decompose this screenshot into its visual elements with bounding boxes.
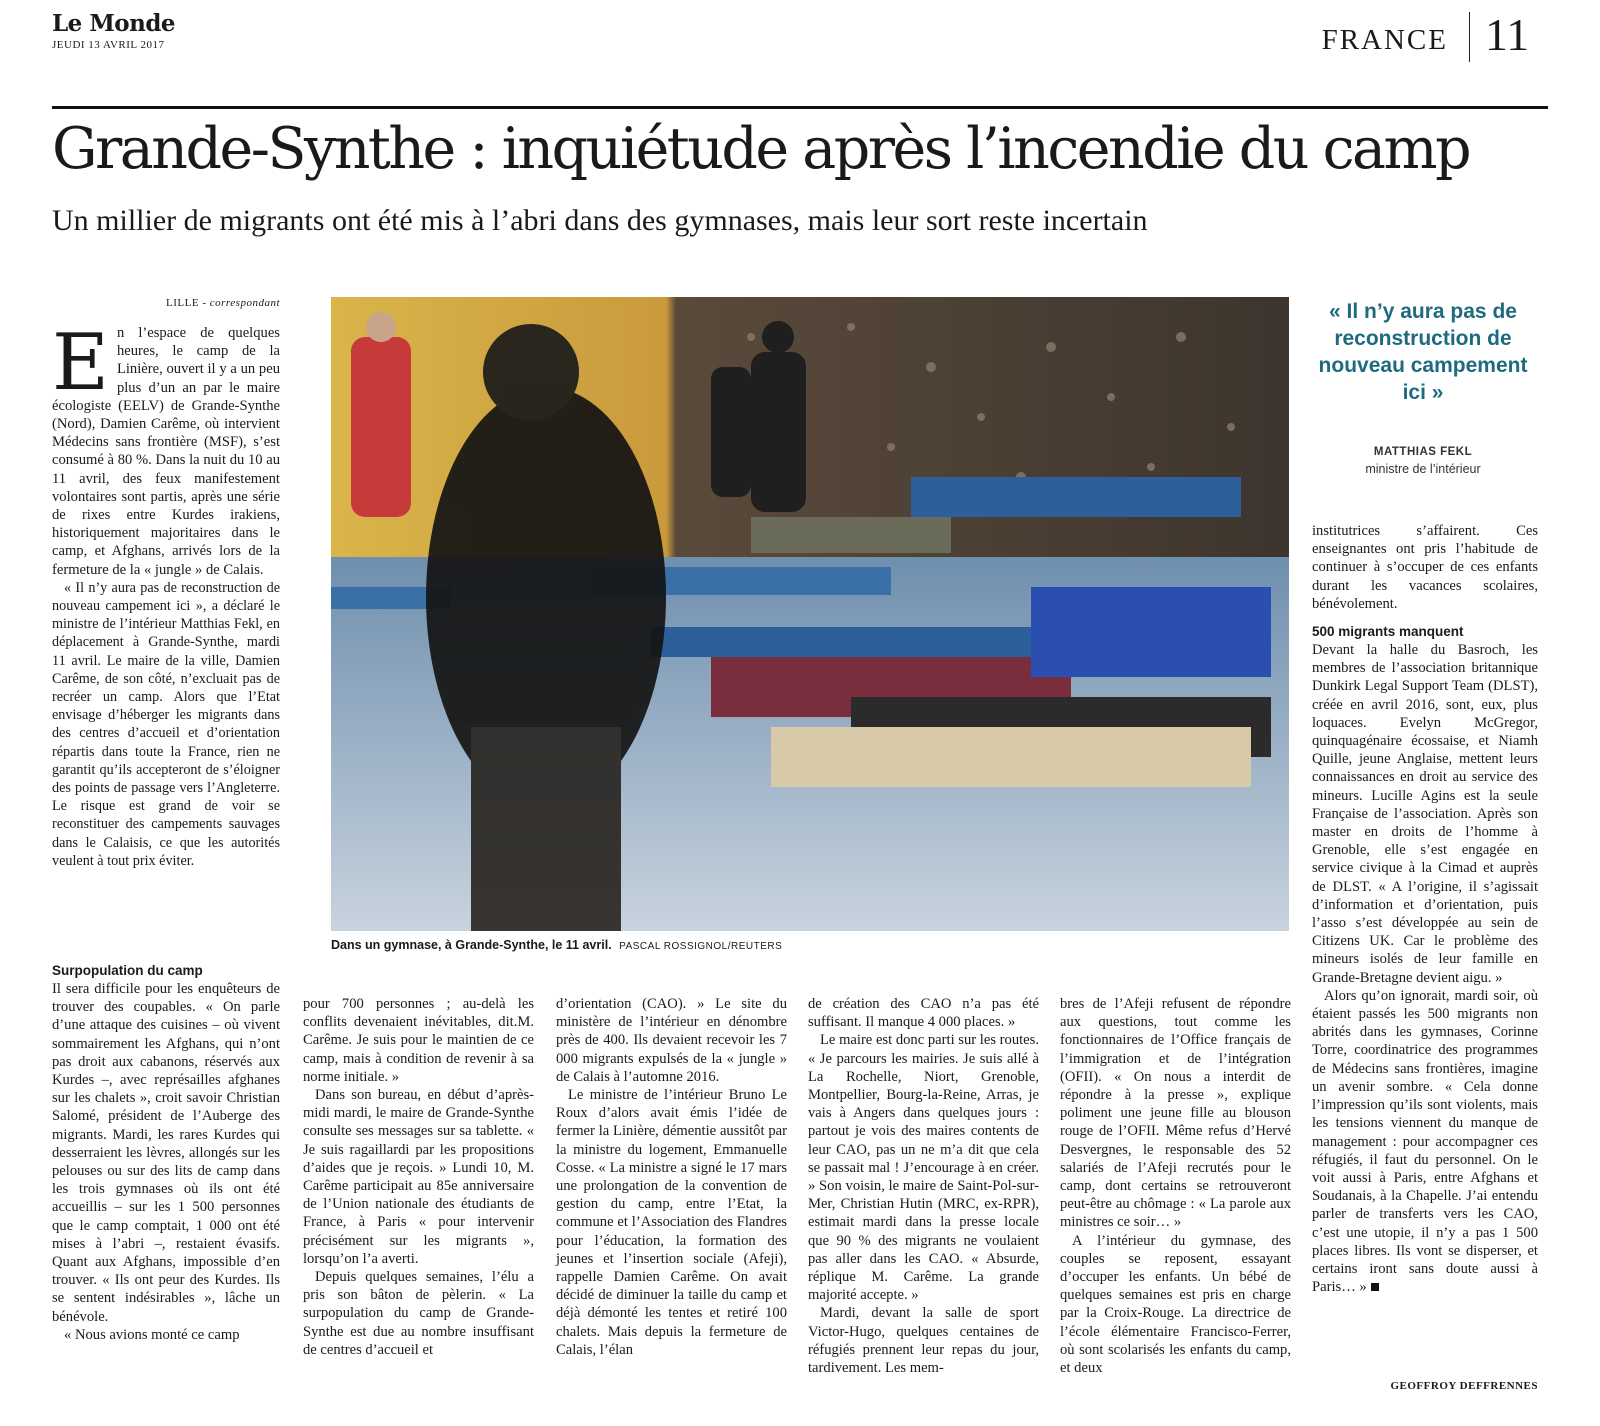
issue-date: JEUDI 13 AVRIL 2017 bbox=[52, 39, 165, 51]
section-name: FRANCE bbox=[1321, 24, 1448, 56]
column-3 bbox=[556, 995, 787, 1359]
newspaper-logo: Le Monde bbox=[52, 10, 176, 37]
headline: Grande-Synthe : inquiétude après l’incendie du camp bbox=[52, 116, 1470, 182]
paragraph: Le maire est donc parti sur les routes. « Je parcours les mairies. Je suis allé à La Rochelle, Niort, Grenoble, Montpellier, Bourg-la-Reine, Arras, je vais à Angers dans quelques jours : partout je vois des maires contents de leur CAO, pas un ne m’a dit que cela se passait mal ! J’encourage à en créer. » Son voisin, le maire de Saint-Pol-sur-Mer, Christian Hutin (MRC, ex-RPR), estimait mardi dans la presse locale que 90 % des migrants ne voulaient pas aller dans les CAO. « Absurde, réplique M. Carême. La grande majorité accepte. » bbox=[808, 1032, 1039, 1304]
paragraph: Dans son bureau, en début d’après-midi mardi, le maire de Grande-Synthe consulte ses messages sur sa tablette. « Je suis ragaillardi par les propositions d’aides que je reçois. » Lundi 10, M. Carême participait au 85e anniversaire de l’Union nationale des étudiants de France, à Paris « pour intervenir précisément sur les migrants », lorsqu’on l’a averti. bbox=[303, 1087, 534, 1267]
paragraph: d’orientation (CAO). » Le site du ministère de l’intérieur en dénombre près de 400. Ils devaient recevoir les 7 000 migrants expulsés de la « jungle » de Calais à l’automne 2016. bbox=[556, 996, 787, 1085]
page-number: 11 bbox=[1485, 9, 1530, 60]
top-rule bbox=[52, 106, 1548, 109]
caption-text: Dans un gymnase, à Grande-Synthe, le 11 avril. bbox=[331, 938, 612, 952]
pull-quote: « Il n’y aura pas de reconstruction de nouveau campement ici » bbox=[1318, 300, 1528, 404]
paragraph: A l’intérieur du gymnase, des couples se reposent, essayant d’occuper les enfants. Un bébé de quelques semaines est pris en charge par la Croix-Rouge. La directrice de l’école élémentaire Francisco-Ferrer, où sont scolarisés les enfants du camp, et deux bbox=[1060, 1232, 1291, 1377]
paragraph: Le ministre de l’intérieur Bruno Le Roux d’alors avait émis l’idée de fermer la Linière, démentie aussitôt par la ministre du logement, Emmanuelle Cosse. « La ministre a signé le 17 mars une prolongation de la convention de gestion du camp, entre l’Etat, la commune et l’Association des Flandres pour l’éducation, la formation des jeunes et l’insertion sociale (Afeji), rappelle Damien Carême. On avait décidé de diminuer la taille du camp et déjà démonté les tentes et retiré 100 chalets. Mais depuis la fermeture de Calais, l’élan bbox=[556, 1087, 787, 1358]
photo-caption bbox=[331, 938, 782, 952]
paragraph: « Il n’y aura pas de reconstruction de nouveau campement ici », a déclaré le ministre de l’intérieur Matthias Fekl, en déplacement à Grande-Synthe, mardi 11 avril. Le maire de la ville, Damien Carême, de son côté, n’excluait pas de recréer un camp. Alors que l’Etat envisage d’héberger les migrants dans des centres d’accueil et d’orientation répartis dans toute la France, rien ne garantit qu’ils accepteront de s’éloigner des points de passage vers l’Angleterre. Le risque est grand de voir se reconstituer des campements sauvages dans le Calaisis, ce que les autorités veulent à tout prix éviter. bbox=[52, 579, 280, 869]
column-2 bbox=[303, 995, 534, 1359]
paragraph: de création des CAO n’a pas été suffisant. Il manque 4 000 places. » bbox=[808, 996, 1039, 1031]
paragraph: n l’espace de quelques heures, le camp de la Linière, ouvert il y a un peu plus d’un an par le maire écologiste (EELV) de Grande-Synthe (Nord), Damien Carême, où intervient Médecins sans frontière (MSF), s’est consumé à 80 %. Dans la nuit du 10 au 11 avril, des feux manifestement volontaires sont partis, après une série de rixes entre Kurdes irakiens, historiquement majoritaires dans le camp, et Afghans, arrivés lors de la fermeture de la « jungle » de Calais. bbox=[52, 325, 280, 578]
dateline-role: - correspondant bbox=[202, 297, 280, 309]
paragraph: Il sera difficile pour les enquêteurs de trouver des coupables. « On parle d’une attaque des cuisines – où vivent sommairement les Afghans, qui n’ont pas droit aux cabanons, réservés aux Kurdes –, avec représailles afghanes sur les chalets », croit savoir Christian Salomé, président de l’Auberge des migrants. Mardi, les rares Kurdes qui desserraient les lèvres, allongés sur les pelouses ou sur des lits de camp dans les trois gymnases où ils ont été accueillis – sur les 1 500 personnes que le camp comptait, 1 000 ont été mises à l’abri –, restaient évasifs. Quant aux Afghans, impossible d’en trouver. « Ils ont peur des Kurdes. Ils se sentent indésirables », lâche un bénévole. bbox=[52, 981, 280, 1325]
paragraph: institutrices s’affairent. Ces enseignantes ont pris l’habitude de continuer à s’occuper de ces enfants durant les vacances scolaires, bénévolement. bbox=[1312, 523, 1538, 612]
paragraph bbox=[1312, 987, 1538, 1296]
paragraph: pour 700 personnes ; au-delà les conflits devenaient inévitables, dit.M. Carême. Je suis pour le maintien de ce camp, mais à condition de revenir à sa norme initiale. » bbox=[303, 996, 534, 1085]
end-mark-icon bbox=[1371, 1283, 1379, 1291]
paragraph: Mardi, devant la salle de sport Victor-Hugo, quelques centaines de réfugiés prennent leur repas du jour, tardivement. Les mem- bbox=[808, 1305, 1039, 1377]
paragraph: Depuis quelques semaines, l’élu a pris son bâton de pèlerin. « La surpopulation du camp de Grande-Synthe est due au nombre insuffisant de centres d’accueil et bbox=[303, 1269, 534, 1358]
column-6 bbox=[1312, 522, 1538, 1296]
paragraph: bres de l’Afeji refusent de répondre aux questions, tout comme les fonctionnaires de l’Office français de l’immigration et de l’intégration (OFII). « On nous a interdit de répondre à la presse », explique poliment une jeune fille au blouson rouge de l’OFII. Même refus d’Hervé Desvergnes, le responsable des 52 salariés de l’Afeji recrutés pour le camp, dont certains se retrouveront peut-être au chômage : « La parole aux ministres ce soir… » bbox=[1060, 996, 1291, 1231]
paragraph: Devant la halle du Basroch, les membres de l’association britannique Dunkirk Legal Support Team (DLST), créée en avril 2016, sont, eux, plus loquaces. Evelyn McGregor, quinquagénaire écossaise, et Niamh Quille, jeune Anglaise, mettent leurs connaissances en droit au service des mineurs. Lucille Agins est la seule Française de l’association. Après son master en droits de l’homme à Grenoble, elle s’est engagée en service civique à la Cimad et auprès de DLST. « A l’origine, il s’agissait d’information et d’orientation, puis l’asso s’est développée au sein de Citizens UK. Car le problème des mineurs isolés de leur famille en Grande-Bretagne devient aigu. » bbox=[1312, 642, 1538, 986]
author-signature: GEOFFROY DEFFRENNES bbox=[1390, 1380, 1538, 1392]
column-5 bbox=[1060, 995, 1291, 1377]
pull-quote-role: ministre de l’intérieur bbox=[1365, 462, 1481, 476]
subheadline: Un millier de migrants ont été mis à l’abri dans des gymnases, mais leur sort reste incertain bbox=[52, 204, 1148, 237]
pull-quote-author: MATTHIAS FEKL bbox=[1373, 446, 1473, 458]
drop-cap: E bbox=[52, 318, 109, 408]
section-divider bbox=[1469, 12, 1470, 62]
section-heading: 500 migrants manquent bbox=[1312, 624, 1464, 640]
column-1 bbox=[52, 318, 280, 870]
column-4 bbox=[808, 995, 1039, 1377]
photo-credit: PASCAL ROSSIGNOL/REUTERS bbox=[619, 941, 783, 952]
dateline-place: LILLE bbox=[166, 297, 200, 309]
dateline bbox=[150, 297, 280, 309]
section-heading: Surpopulation du camp bbox=[52, 963, 203, 978]
gymnasium-photo-illustration bbox=[331, 297, 1289, 931]
column-1-bottom bbox=[52, 962, 280, 1344]
article-photo bbox=[331, 297, 1289, 931]
masthead bbox=[52, 10, 175, 51]
paragraph: « Nous avions monté ce camp bbox=[64, 1326, 240, 1343]
paragraph-text: Alors qu’on ignorait, mardi soir, où étaient passés les 500 migrants non abrités dans les gymnases, Corinne Torre, coordinatrice des programmes de Médecins sans frontières, imagine un avenir sombre. « Cela donne l’impression qu’ils sont violents, mais les tensions viennent du manque de management : pour accompagner ces réfugiés, il faut du personnel. On le voit aussi à Paris, entre Afghans et Soudanais, à la Chapelle. J’ai entendu parler de transferts vers les CAO, c’est une utopie, il n’y a pas 1 500 places libres. Ils vont se disperser, et certains iront sans doute aussi à Paris… » bbox=[1312, 987, 1538, 1296]
